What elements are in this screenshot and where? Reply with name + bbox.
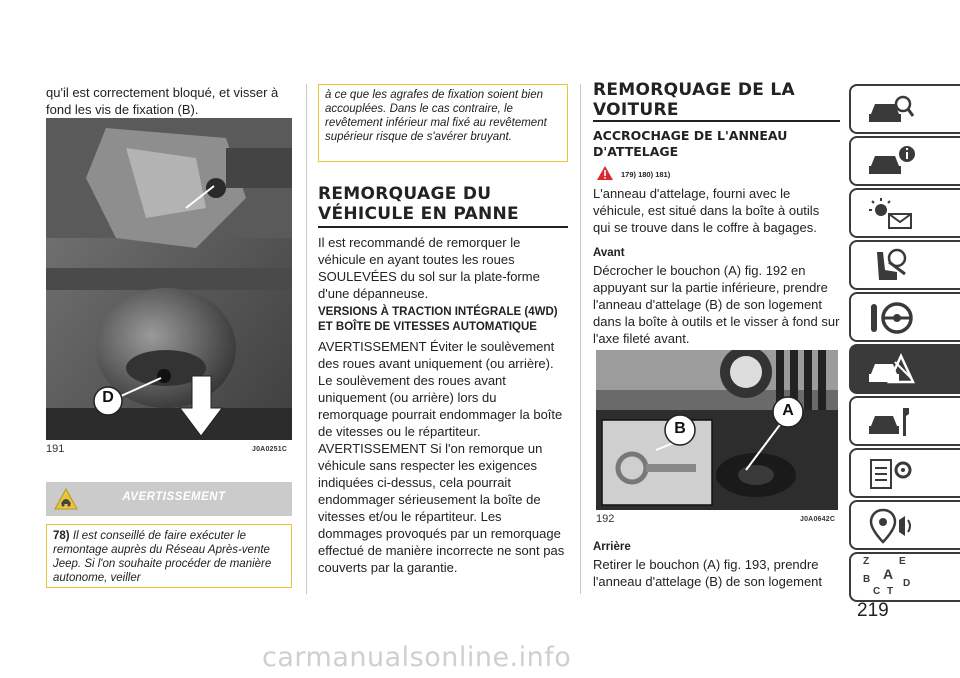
index-letter: Z: [863, 556, 870, 567]
index-letter: T: [887, 586, 894, 597]
paragraph-anneau: L'anneau d'attelage, fourni avec le véhicule, est situé dans la boîte à outils qui se trouve dans le coffre à bagages.: [593, 186, 820, 235]
seat-airbag-icon: [867, 248, 915, 284]
tab-maintenance[interactable]: [849, 396, 960, 446]
tab-safety[interactable]: [849, 240, 960, 290]
tab-car-search[interactable]: [849, 84, 960, 134]
tab-index[interactable]: [849, 552, 960, 602]
column-divider: [580, 84, 581, 594]
index-letter: C: [873, 586, 881, 597]
paragraph-avant: Décrocher le bouchon (A) fig. 192 en appuyant sur la partie inférieure, prendre l'anneau d'attelage (B) de son logement dans la boîte à outils et le visser à fond sur l'axe fileté avant.: [593, 263, 840, 346]
figure-192-label-b: B: [674, 420, 686, 437]
tab-specifications[interactable]: [849, 448, 960, 498]
warning-triangle-icon: [596, 165, 614, 181]
car-tools-icon: [867, 404, 915, 440]
warning-title-bar: [46, 482, 292, 516]
car-search-icon: [867, 92, 915, 128]
paragraph-remorquage: Il est recommandé de remorquer le véhicule en ayant toutes les roues SOULEVÉES du sol sur la plate-forme d'une dépanneuse.: [318, 235, 540, 301]
car-warning-icon: [867, 352, 915, 388]
tab-driving[interactable]: [849, 292, 960, 342]
figure-192-label-a: A: [782, 402, 794, 419]
warning-box-continued: à ce que les agrafes de fixation soient bien accouplées. Dans le cas contraire, le revêtement inférieur mal fixé au revêtement supérieur risque de s'avérer bruyant.: [318, 84, 568, 162]
intro-text: qu'il est correctement bloqué, et visser à fond les vis de fixation (B).: [46, 85, 279, 117]
subheading-anneau: ACCROCHAGE DE L'ANNEAU D'ATTELAGE: [593, 128, 788, 159]
figure-191-number: 191: [46, 443, 65, 455]
figure-192-image: [596, 350, 838, 510]
figure-192-code: J0A0642C: [800, 516, 836, 523]
paragraph-arriere: Retirer le bouchon (A) fig. 193, prendre l'anneau d'attelage (B) de son logement: [593, 557, 823, 589]
watermark: carmanualsonline.info: [262, 642, 572, 673]
car-info-icon: [867, 144, 915, 180]
steering-wheel-icon: [867, 300, 915, 336]
figure-191-code: J0A0251C: [252, 446, 288, 453]
subheading-avant: Avant: [593, 247, 625, 259]
warning-note-text: Il est conseillé de faire exécuter le remontage auprès du Réseau Après-vente Jeep. Si l'on souhaite procéder de manière autonome, veiller: [53, 530, 272, 584]
column-divider: [306, 84, 307, 594]
tab-car-info[interactable]: [849, 136, 960, 186]
heading-rule: [593, 120, 840, 122]
section-heading-remorquage-voiture: REMORQUAGE DE LA VOITURE: [593, 80, 795, 120]
index-letter: B: [863, 574, 871, 585]
warning-references: 179) 180) 181): [621, 170, 671, 179]
warning-title: AVERTISSEMENT: [122, 491, 226, 503]
warning-box-78: [46, 524, 292, 588]
section-heading-remorquage-panne: REMORQUAGE DU VÉHICULE EN PANNE: [318, 184, 519, 224]
index-letters-icon: [859, 554, 929, 600]
media-navigation-icon: [867, 508, 915, 544]
page-number: 219: [857, 600, 889, 621]
tab-emergency[interactable]: [849, 344, 960, 394]
figure-191-image: [46, 118, 292, 440]
specs-gear-icon: [867, 456, 915, 492]
subheading-arriere: Arrière: [593, 541, 631, 553]
warning-note-number: 78): [53, 530, 70, 542]
subheading-4wd: VERSIONS À TRACTION INTÉGRALE (4WD) ET BOÎTE DE VITESSES AUTOMATIQUE: [318, 306, 558, 333]
tab-multimedia[interactable]: [849, 500, 960, 550]
index-letter: E: [899, 556, 906, 567]
paragraph-avertissement: AVERTISSEMENT Éviter le soulèvement des roues avant uniquement (ou arrière). Le soulèvement des roues avant uniquement (ou arrière) lors du remorquage pourrait endommager la boîte de vitesses ou le répartiteur. AVERTISSEMENT Si l'on remorque un véhicule sans respecter les exigences indiquées ci-dessus, cela pourrait endommager sérieusement la boîte de vitesses et/ou le répartiteur. Les dommages provoqués par un remorquage effectué de manière incorrecte ne sont pas couverts par la garantie.: [318, 339, 565, 575]
figure-192-number: 192: [596, 513, 615, 525]
tab-lights-messages[interactable]: [849, 188, 960, 238]
figure-191-label-d: D: [102, 389, 114, 406]
light-message-icon: [867, 196, 915, 232]
index-letter: A: [883, 566, 894, 582]
heading-rule: [318, 226, 568, 228]
index-letter: D: [903, 578, 911, 589]
